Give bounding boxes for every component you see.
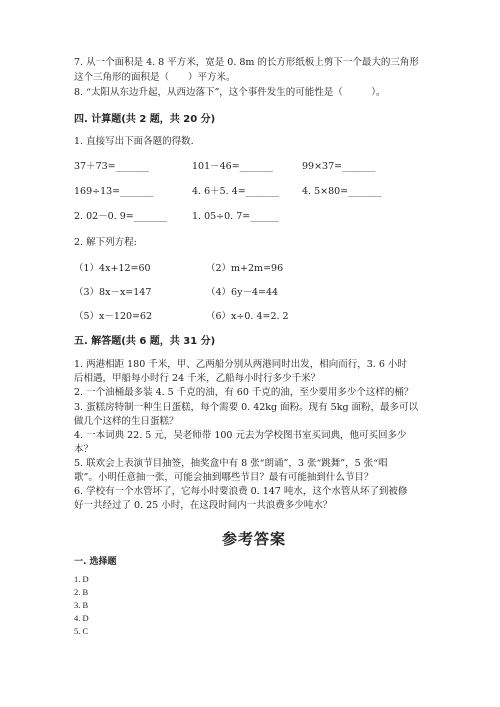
equation-item: （1）4x+12=60 — [74, 263, 151, 274]
section-4-q1-label: 1. 直接写出下面各题的得数. — [74, 136, 194, 147]
word-problem-line: 3. 蛋糕房特制一种生日蛋糕，每个需要 0. 42kg 面粉。现有 5kg 面粉，最多可以 — [74, 402, 419, 413]
section-4-q2-label: 2. 解下列方程: — [74, 237, 137, 248]
word-problem-line: 好一共经过了 0. 25 小时，在这段时间内一共浪费多少吨水？ — [74, 500, 333, 511]
equation-row-1 — [74, 262, 336, 276]
answer-item: 2. B — [74, 587, 89, 597]
word-problem-line: 后相遇，甲船每小时行 24 千米，乙船每小时行多少千米？ — [74, 373, 321, 384]
answer-item: 1. D — [74, 574, 89, 584]
calc-item: 169÷13=_______ — [74, 186, 154, 197]
calc-item: 37＋73=_______ — [74, 161, 149, 172]
calc-item: 2. 02－0. 9=_______ — [74, 211, 168, 222]
equation-item: （5）x－120=62 — [74, 311, 153, 322]
answer-item: 3. B — [74, 600, 89, 610]
equation-item: （4）6y－4=44 — [206, 287, 279, 298]
equation-item: （3）8x－x=147 — [74, 287, 152, 298]
answer-item: 5. C — [74, 626, 89, 636]
answer-section-1-title: 一. 选择题 — [74, 557, 117, 567]
question-7-line-1: 7. 从一个面积是 4. 8 平方米，宽是 0. 8m 的长方形纸板上剪下一个最大的三角形 — [74, 57, 419, 68]
calc-row-3 — [74, 210, 412, 224]
word-problem-line: 4. 一本词典 22. 5 元，吴老师带 100 元去为学校图书室买词典，他可买回多少 — [74, 430, 407, 441]
calc-item: 99×37=_______ — [302, 161, 376, 172]
word-problem-line: 5. 联欢会上表演节目抽签，抽奖盒中有 8 张“朗诵”，3 张“跳舞”，5 张“唱 — [74, 458, 388, 469]
calc-item: 1. 05÷0. 7=______ — [192, 211, 279, 222]
section-5-title: 五. 解答题(共 6 题，共 31 分) — [74, 336, 216, 347]
calc-row-1 — [74, 160, 412, 174]
equation-item: （2）m+2m=96 — [206, 263, 284, 274]
answer-item: 4. D — [74, 613, 89, 623]
word-problem-line: 本？ — [74, 444, 94, 455]
calc-item: 101－46=_______ — [192, 161, 273, 172]
calc-item: 4. 5×80=_______ — [302, 186, 382, 197]
question-7-line-2: 这个三角形的面积是（ ）平方米。 — [74, 72, 236, 83]
calc-item — [302, 210, 412, 224]
word-problem-line: 6. 学校有一个水管坏了，它每小时要浪费 0. 147 吨水，这个水管从坏了到被修 — [74, 486, 408, 497]
question-8: 8. “太阳从东边升起，从西边落下”，这个事件发生的可能性是（ ）。 — [74, 87, 386, 98]
section-4-title: 四. 计算题(共 2 题，共 20 分) — [74, 114, 216, 125]
word-problem-line: 1. 两港相距 180 千米，甲、乙两船分别从两港同时出发，相向而行，3. 6 小时 — [74, 359, 407, 370]
answer-key-title: 参考答案 — [221, 530, 286, 548]
calc-row-2 — [74, 185, 412, 199]
word-problem-line: 歌”。小明任意抽一张，可能会抽到哪些节目？最有可能抽到什么节目？ — [74, 472, 374, 483]
equation-row-2 — [74, 286, 336, 300]
word-problem-line: 2. 一个油桶最多装 4. 5 千克的油，有 60 千克的油，至少要用多少个这样的桶？ — [74, 387, 414, 398]
calc-item: 4. 6＋5. 4=_______ — [192, 186, 279, 197]
word-problem-line: 做几个这样的生日蛋糕？ — [74, 416, 179, 427]
equation-row-3 — [74, 310, 336, 324]
equation-item: （6）x÷0. 4=2. 2 — [206, 311, 289, 322]
